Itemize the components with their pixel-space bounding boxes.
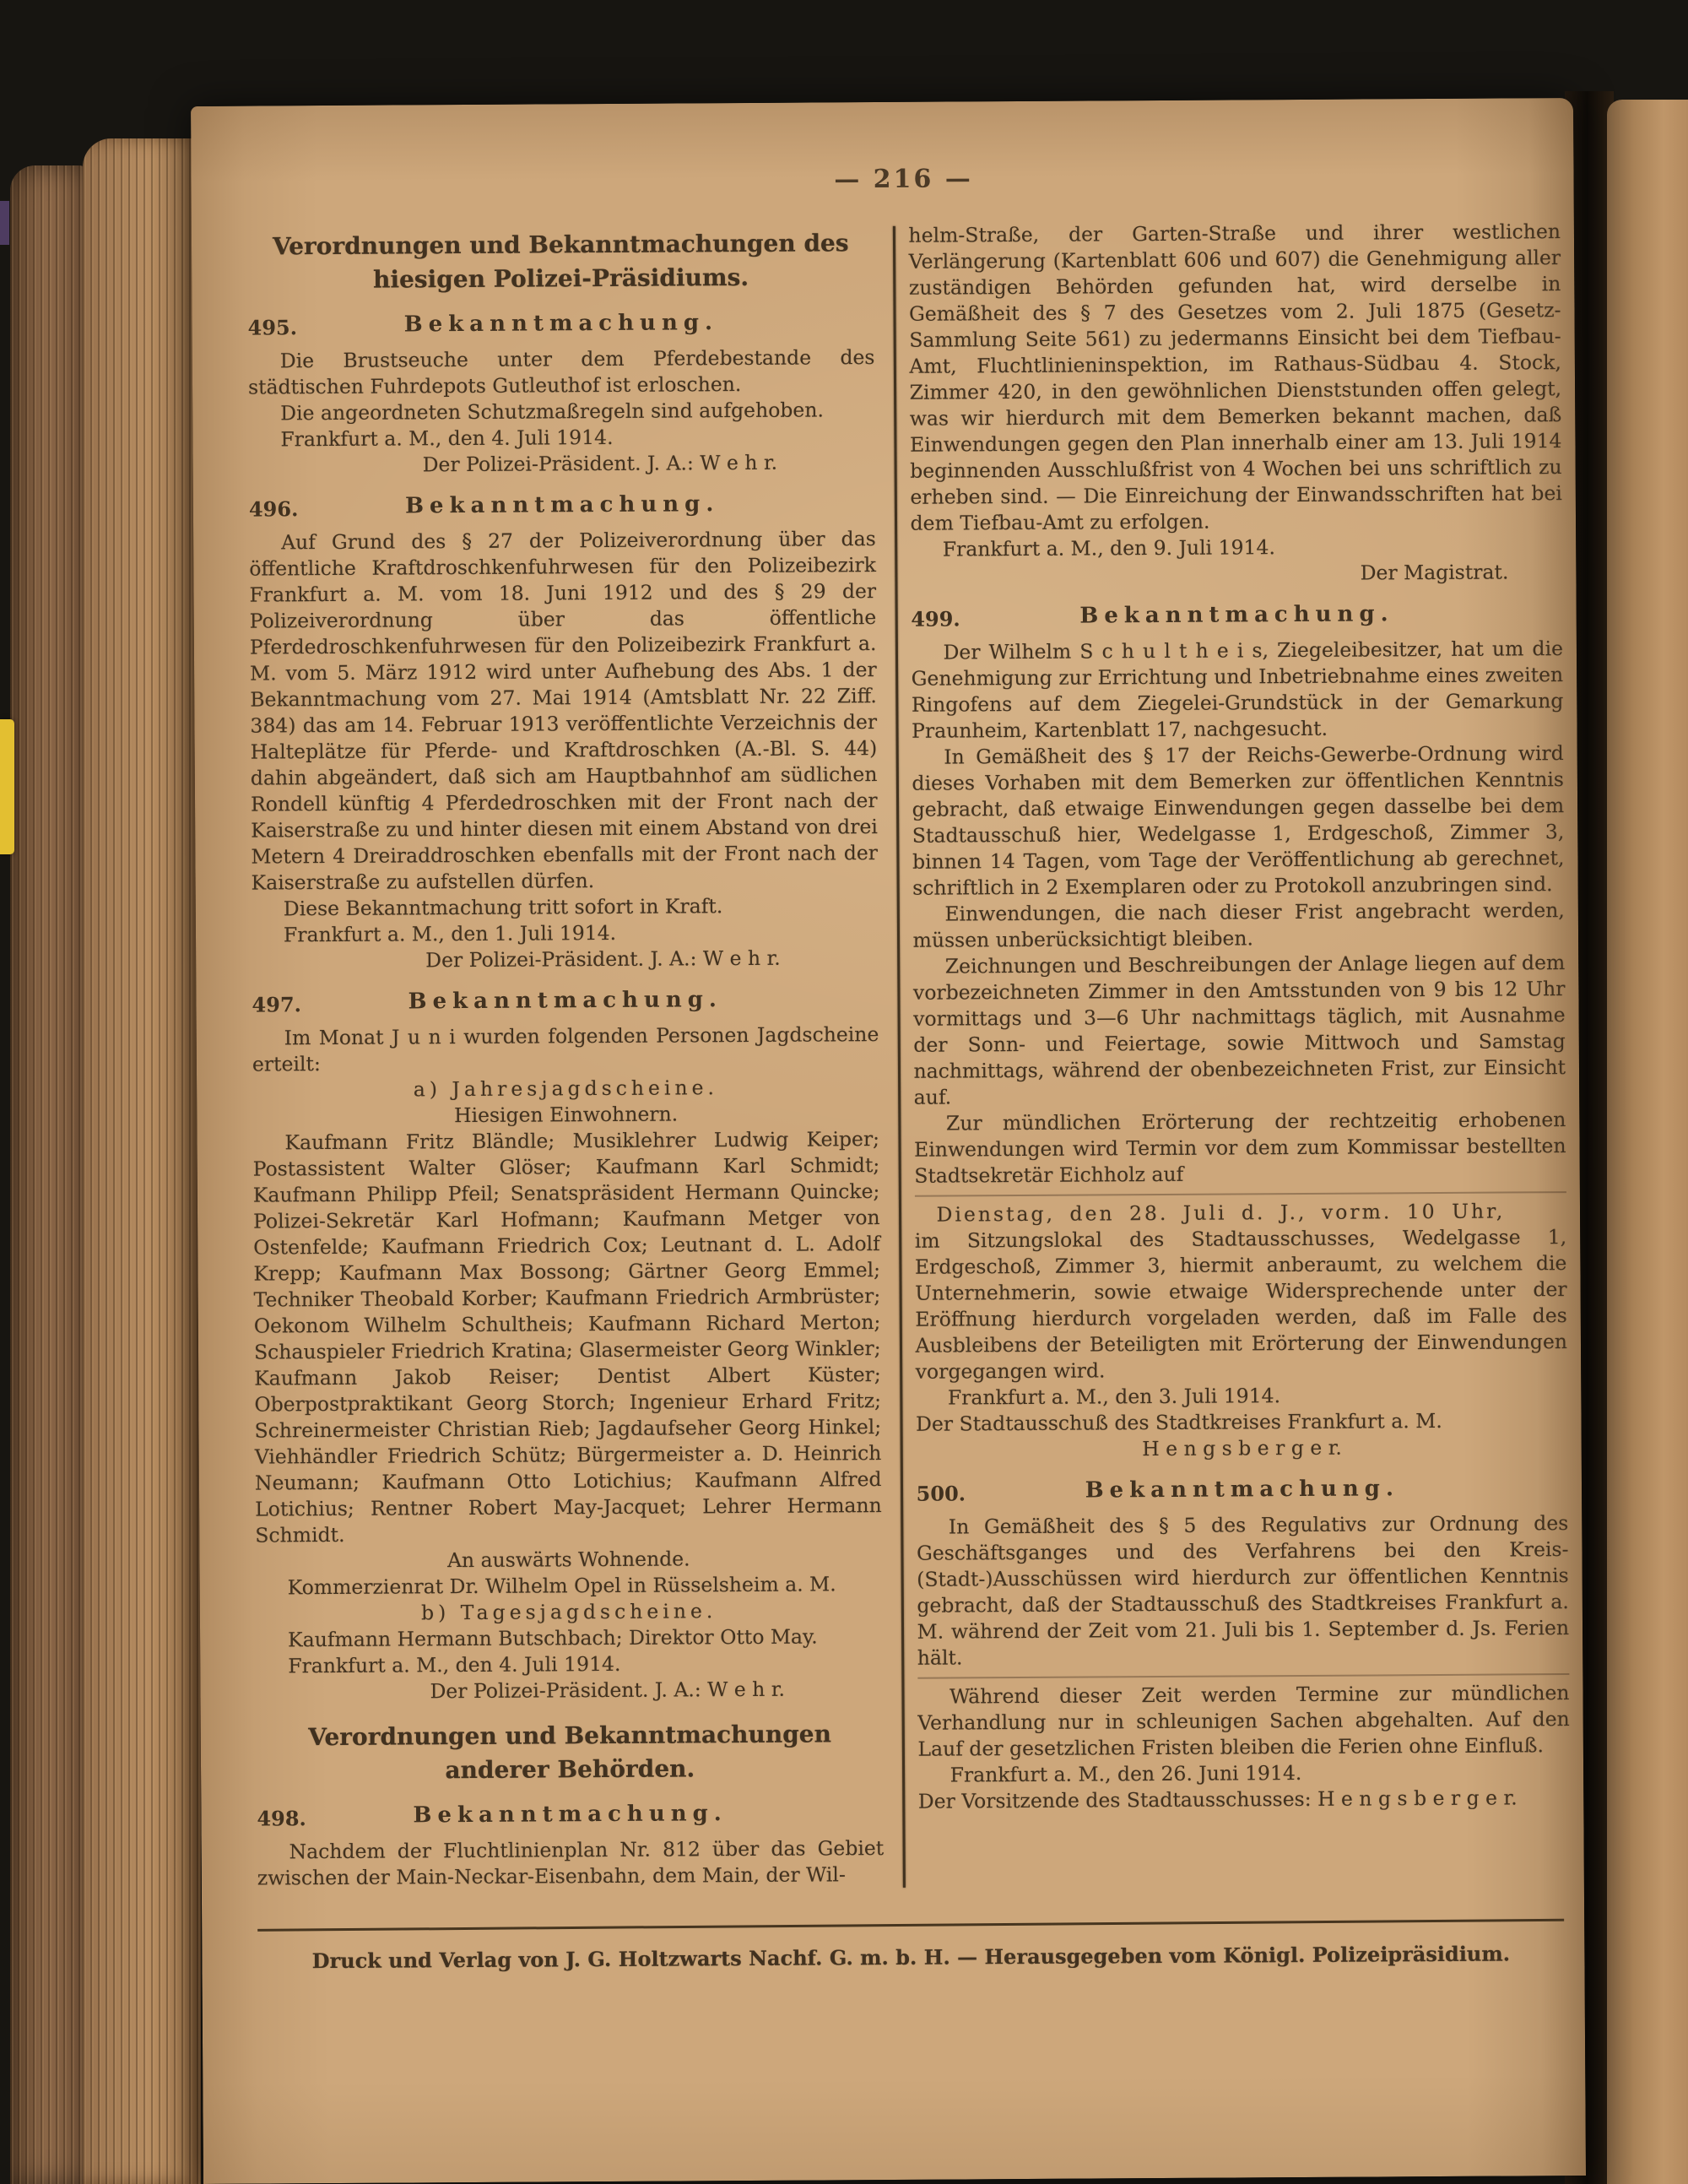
section-heading-other-authorities: Verordnungen und Bekanntmachungen anderer Behörden. <box>308 1720 832 1785</box>
paragraph: Kommerzienrat Dr. Wilhelm Opel in Rüsselsheim a. M. <box>287 1572 836 1600</box>
announcement-title <box>247 307 874 340</box>
date-line: Frankfurt a. M., den 3. Juli 1914. <box>947 1384 1281 1410</box>
announcement-number: 499. <box>911 606 960 631</box>
date-line: Frankfurt a. M., den 26. Juni 1914. <box>950 1760 1302 1787</box>
paragraph: Einwendungen, die nach dieser Frist angebracht werden, müssen unberücksichtigt bleiben. <box>912 898 1565 952</box>
announcement-title-text: Bekanntmachung. <box>404 491 720 519</box>
announcement-title <box>257 1798 884 1831</box>
announcement-number: 498. <box>257 1806 306 1831</box>
signature-line: Der Stadtausschuß des Stadtkreises Frankfurt a. M. <box>916 1408 1442 1436</box>
hearing-date-line: Dienstag, den 28. Juli d. J., vorm. 10 Uhr, <box>936 1199 1506 1227</box>
paragraph: Zeichnungen und Beschreibungen der Anlage liegen auf dem vorbezeichneten Zimmer in den Amtsstunden von 9 bis 12 Uhr vormittags und 3—6 Uhr nachmittags täglich, mit Ausnahme der Sonn- und Feiertage, sowie Mittwoch und Samstag nachmittags, während der obenbezeichneten Frist, zur Einsicht auf. <box>912 951 1566 1109</box>
paragraph: Im Monat J u n i wurden folgenden Personen Jagdscheine erteilt: <box>252 1022 879 1076</box>
section-heading-police: Verordnungen und Bekanntmachungen des hiesigen Polizei-Präsidiums. <box>272 229 849 294</box>
date-line: Frankfurt a. M., den 4. Juli 1914. <box>280 425 614 452</box>
page-content <box>191 98 1586 2184</box>
paragraph: In Gemäßheit des § 5 des Regulativs zur Ordnung des Geschäftsganges und des Verfahrens bei den Kreis-(Stadt-)Ausschüssen wird hierdurch zur öffentlichen Kenntnis gebracht, daß der Stadtausschuß des Stadtkreises Frankfurt a. M. während der Zeit vom 21. Juli bis 1. September d. Js. Ferien hält. <box>916 1511 1570 1670</box>
signature-line: Der Vorsitzende des Stadtausschusses: H e n g s b e r g e r. <box>917 1786 1518 1813</box>
paragraph: Zur mündlichen Erörterung der rechtzeitig erhobenen Einwendungen wird Termin vor dem zum Kommissar bestellten Stadtsekretär Eichholz auf <box>914 1108 1566 1188</box>
announcement-number: 497. <box>252 992 302 1017</box>
date-line: Frankfurt a. M., den 9. Juli 1914. <box>942 535 1275 561</box>
paragraph: Während dieser Zeit werden Termine zur mündlichen Verhandlung nur in schleunigen Sachen abgehalten. Auf den Lauf der gesetzlichen Fristen bleiben die Ferien ohne Einfluß. <box>917 1681 1570 1761</box>
announcement-title <box>911 599 1563 631</box>
footer-rule <box>257 1919 1564 1932</box>
announcement-498-continued <box>908 219 1562 589</box>
signature-line: Der Polizei-Präsident. J. A.: W e h r. <box>430 1677 786 1704</box>
faint-horizontal-rule <box>914 1191 1566 1197</box>
paragraph: Kaufmann Hermann Butschbach; Direktor Otto May. <box>288 1624 818 1652</box>
purple-bookmark-tab <box>0 201 9 245</box>
adjacent-page-edge <box>1607 100 1688 2184</box>
right-column <box>908 219 1570 1888</box>
signature-line: Der Magistrat. <box>1360 560 1509 585</box>
announcement-title-text: Bekanntmachung. <box>413 1801 728 1829</box>
announcement-title <box>252 984 879 1017</box>
paragraph: Die Brustseuche unter dem Pferdebestande des städtischen Fuhrdepots Gutleuthof ist erloschen. <box>247 345 875 399</box>
footer <box>257 1920 1564 1973</box>
subheading-jahresjagdscheine: a) Jahresjagdscheine. <box>413 1076 719 1102</box>
date-line: Frankfurt a. M., den 4. Juli 1914. <box>288 1651 621 1678</box>
announcement-title <box>249 489 876 522</box>
announcement-title-text: Bekanntmachung. <box>408 987 723 1015</box>
announcement-title-text: Bekanntmachung. <box>403 310 719 338</box>
scanned-page <box>191 98 1586 2184</box>
paragraph: Nachdem der Fluchtlinienplan Nr. 812 über das Gebiet zwischen der Main-Neckar-Eisenbahn, dem Main, der Wil- <box>257 1836 885 1890</box>
paragraph: im Sitzungslokal des Stadtausschusses, Wedelgasse 1, Erdgeschoß, Zimmer 3, hiermit anberaumt, zu welchem die Unternehmerin, sowie etwaige Widersprechende unter der Eröffnung hierdurch vorgeladen werden, daß im Falle des Ausbleibens der Beteiligten mit Erörterung der Einwendungen vorgegangen wird. <box>914 1225 1568 1384</box>
paragraph: Die angeordneten Schutzmaßregeln sind aufgehoben. <box>280 398 824 425</box>
book-spine-edge <box>10 165 88 2184</box>
subheading-hiesige-einwohner: Hiesigen Einwohnern. <box>453 1102 679 1128</box>
signature-name: H e n g s b e r g e r. <box>1142 1435 1342 1461</box>
announcement-title <box>916 1473 1568 1506</box>
date-line: Frankfurt a. M., den 1. Juli 1914. <box>283 920 617 947</box>
signature-line: Der Polizei-Präsident. J. A.: W e h r. <box>425 946 781 973</box>
subheading-auswaerts-wohnende: An auswärts Wohnende. <box>446 1547 690 1573</box>
announcement-497 <box>252 984 883 1706</box>
imprint-line: Druck und Verlag von J. G. Holtzwarts Nachf. G. m. b. H. — Herausgegeben vom Königl. Polizeipräsidium. <box>311 1941 1511 1974</box>
announcement-title-text: Bekanntmachung. <box>1085 1476 1400 1504</box>
announcement-number: 500. <box>916 1481 966 1506</box>
paragraph: Diese Bekanntmachung tritt sofort in Kraft. <box>283 894 723 921</box>
announcement-title-text: Bekanntmachung. <box>1079 601 1394 629</box>
announcement-498 <box>257 1798 884 1892</box>
announcement-number: 496. <box>248 496 299 522</box>
announcement-495 <box>247 307 875 480</box>
paragraph: Der Wilhelm S c h u l t h e i s, Ziegeleibesitzer, hat um die Genehmigung zur Errichtung und Inbetriebnahme eines zweiten Ringofens auf dem Ziegelei-Grundstück in der Gemarkung Praunheim, Kartenblatt 17, nachgesucht. <box>911 637 1564 743</box>
paragraph: Auf Grund des § 27 der Polizeiverordnung über das öffentliche Kraftdroschkenfuhrwesen für den Polizeibezirk Frankfurt a. M. vom 18. Juni 1912 und des § 29 der Polizeiverordnung über das öffentliche Pferdedroschkenfuhrwesen für den Polizeibezirk Frankfurt a. M. vom 5. März 1912 wird unter Aufhebung des Abs. 1 der Bekanntmachung vom 27. Mai 1914 (Amtsblatt Nr. 22 Ziff. 384) das am 14. Februar 1913 veröffentlichte Verzeichnis der Halteplätze für Pferde- und Kraftdroschken (A.-Bl. S. 44) dahin abgeändert, daß sich am Hauptbahnhof am südlichen Rondell künftig 4 Pferdedroschken mit der Front nach der Kaiserstraße zu und hinter diesen mit einem Abstand von drei Metern 4 Dreiraddroschken ebenfalls mit der Front nach der Kaiserstraße zu aufstellen dürfen. <box>249 527 879 895</box>
page-number: — 216 — <box>834 164 973 195</box>
announcement-500 <box>916 1473 1570 1815</box>
paragraph: In Gemäßheit des § 17 der Reichs-Gewerbe-Ordnung wird dieses Vorhaben mit dem Bemerken zur öffentlichen Kenntnis gebracht, daß etwaige Einwendungen gegen dasselbe bei dem Stadtausschuß hier, Wedelgasse 1, Erdgeschoß, Zimmer 3, binnen 14 Tagen, vom Tage der Veröffentlichung ab gerechnet, schriftlich in 2 Exemplaren oder zu Protokoll anzubringen sind. <box>912 741 1565 900</box>
announcement-499 <box>911 599 1568 1464</box>
announcement-496 <box>249 489 879 975</box>
yellow-bookmark-tab <box>0 719 14 854</box>
subheading-tagesjagdscheine: b) Tagesjagdscheine. <box>420 1599 717 1625</box>
faint-horizontal-rule <box>917 1673 1569 1679</box>
name-list: Kaufmann Fritz Bländle; Musiklehrer Ludwig Keiper; Postassistent Walter Glöser; Kaufmann Karl Schmidt; Kaufmann Philipp Pfeil; Senatspräsident Hermann Quincke; Polizei-Sekretär Karl Hofmann; Kaufmann Metger von Ostenfelde; Kaufmann Friedrich Cox; Leutnant d. L. Adolf Krepp; Kaufmann Max Bossong; Gärtner Georg Emmel; Techniker Theobald Korber; Kaufmann Friedrich Armbrüster; Oekonom Wilhelm Schultheis; Kaufmann Richard Merton; Schauspieler Friedrich Kratina; Glasermeister Georg Winkler; Kaufmann Jakob Reiser; Dentist Albert Küster; Oberpostpraktikant Georg Storch; Ingenieur Erhard Fritz; Schreinermeister Christian Rieb; Jagdaufseher Georg Hinkel; Viehhändler Friedrich Schütz; Bürgermeister a. D. Heinrich Neumann; Kaufmann Otto Lotichius; Kaufmann Alfred Lotichius; Rentner Robert May-Jacquet; Lehrer Hermann Schmidt. <box>252 1127 882 1547</box>
announcement-number: 495. <box>247 315 298 340</box>
two-column-layout <box>247 219 1571 1891</box>
signature-line: Der Polizei-Präsident. J. A.: W e h r. <box>422 450 778 477</box>
left-column <box>247 223 885 1891</box>
column-divider-rule <box>892 226 905 1888</box>
page-edge-stack <box>83 138 201 2184</box>
paragraph: helm-Straße, der Garten-Straße und ihrer westlichen Verlängerung (Kartenblatt 606 und 607) die Genehmigung aller zuständigen Behörden gefunden hat, wird derselbe in Gemäßheit des § 7 des Gesetzes vom 2. Juli 1875 (Gesetz-Sammlung Seite 561) zu jedermanns Einsicht bei dem Tiefbau-Amt, Fluchtlinieninspektion, im Rathaus-Südbau 4. Stock, Zimmer 420, in den gewöhnlichen Dienststunden offen gelegt, was wir hierdurch mit dem Bemerken bekannt machen, daß Einwendungen gegen den Plan innerhalb einer am 13. Juli 1914 beginnenden Ausschlußfrist von 4 Wochen bei uns schriftlich zu erheben sind. — Die Einreichung der Einwandsschriften hat bei dem Tiefbau-Amt zu erfolgen. <box>908 219 1562 535</box>
